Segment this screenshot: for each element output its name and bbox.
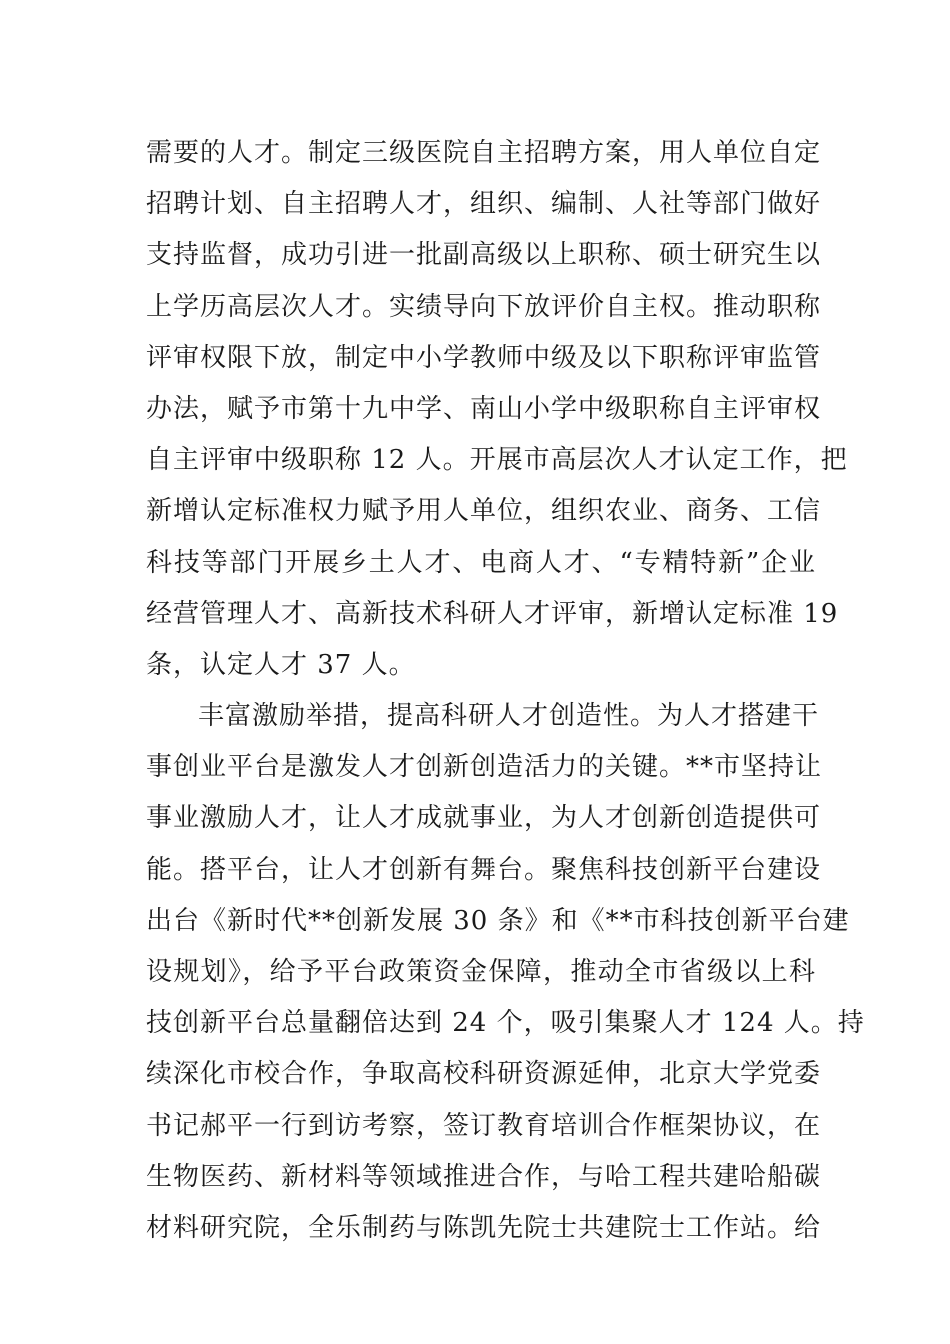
text-line: 自主评审中级职称 12 人。开展市高层次人才认定工作，把 [146, 445, 848, 476]
text-line: 经营管理人才、高新技术科研人才评审，新增认定标准 19 [146, 598, 839, 629]
paragraph-research-incentives [146, 691, 865, 1254]
text-line: 续深化市校合作，争取高校科研资源延伸，北京大学党委 [146, 1059, 822, 1090]
text-line: 材料研究院，全乐制药与陈凯先院士共建院士工作站。给 [146, 1212, 822, 1243]
text-line: 设规划》，给予平台政策资金保障，推动全市省级以上科 [146, 957, 816, 987]
text-line: 科技等部门开展乡土人才、电商人才、“专精特新”企业 [146, 547, 816, 578]
paragraph-talent-recruitment [146, 128, 848, 691]
text-line: 支持监督，成功引进一批副高级以上职称、硕士研究生以 [146, 240, 822, 271]
text-line: 评审权限下放，制定中小学教师中级及以下职称评审监管 [146, 342, 822, 373]
text-line: 生物医药、新材料等领域推进合作，与哈工程共建哈船碳 [146, 1161, 822, 1192]
text-line: 书记郝平一行到访考察，签订教育培训合作框架协议，在 [146, 1110, 822, 1141]
text-line: 技创新平台总量翻倍达到 24 个，吸引集聚人才 124 人。持 [146, 1008, 865, 1039]
text-line: 上学历高层次人才。实绩导向下放评价自主权。推动职称 [146, 291, 822, 322]
text-line: 办法，赋予市第十九中学、南山小学中级职称自主评审权 [146, 393, 822, 424]
text-line: 出台《新时代**创新发展 30 条》和《**市科技创新平台建 [146, 905, 850, 936]
text-line: 丰富激励举措，提高科研人才创造性。为人才搭建干 [198, 701, 820, 732]
text-line: 条，认定人才 37 人。 [146, 649, 416, 680]
document-body [146, 128, 865, 1254]
text-line: 能。搭平台，让人才创新有舞台。聚焦科技创新平台建设 [146, 854, 822, 885]
text-line: 事业激励人才，让人才成就事业，为人才创新创造提供可 [146, 803, 822, 834]
text-line: 事创业平台是激发人才创新创造活力的关键。**市坚持让 [146, 752, 823, 783]
text-line: 新增认定标准权力赋予用人单位，组织农业、商务、工信 [146, 496, 822, 527]
text-line: 需要的人才。制定三级医院自主招聘方案，用人单位自定 [146, 138, 822, 168]
text-line: 招聘计划、自主招聘人才，组织、编制、人社等部门做好 [146, 189, 822, 220]
